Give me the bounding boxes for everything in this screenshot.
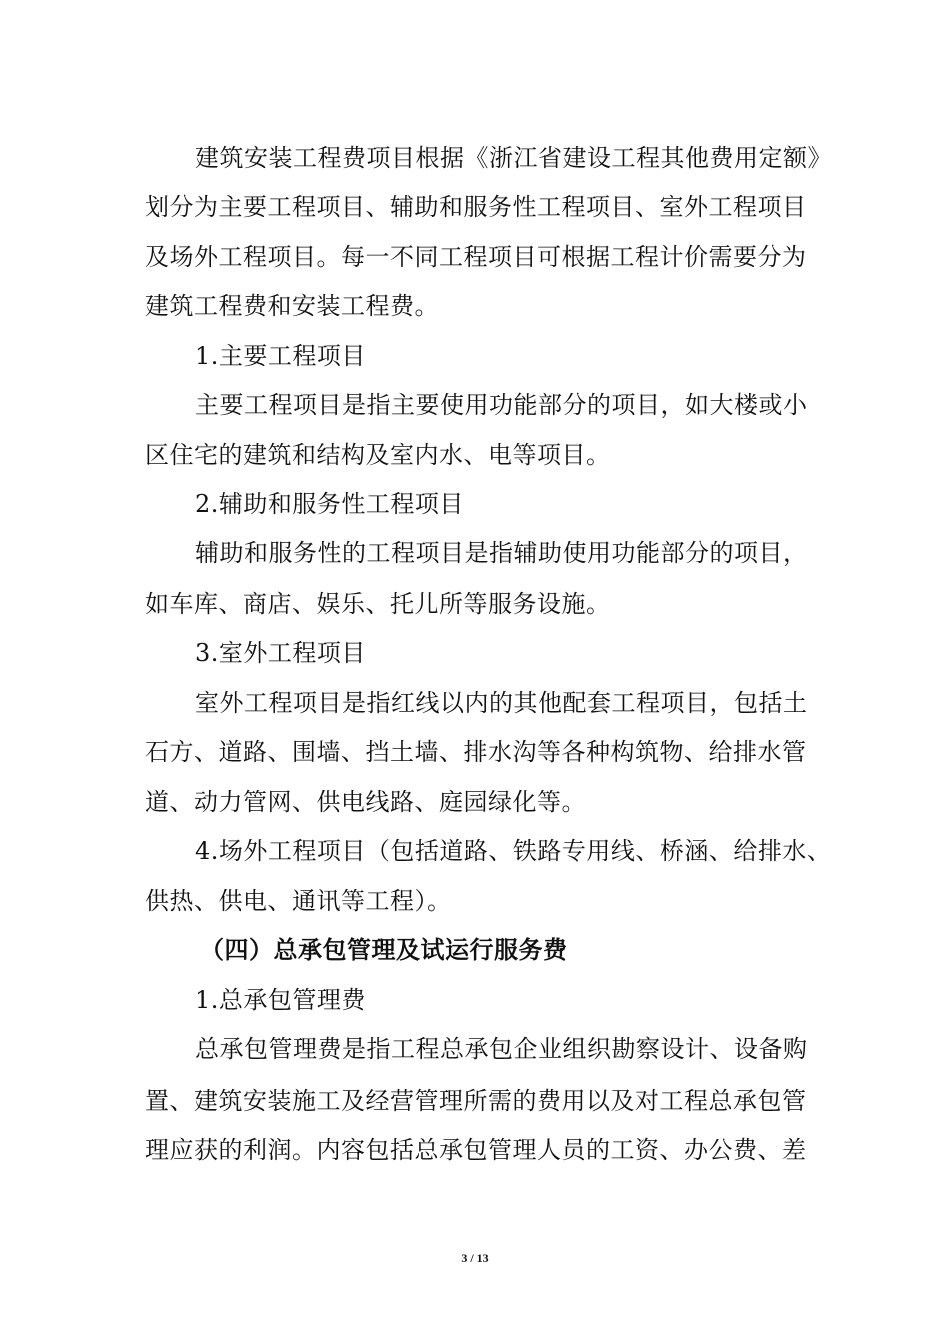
page-number: 3 / 13 xyxy=(461,1251,489,1265)
paragraph-line: 建筑安装工程费项目根据《浙江省建设工程其他费用定额》 xyxy=(195,144,832,172)
paragraph-line: 辅助和服务性的工程项目是指辅助使用功能部分的项目， xyxy=(195,539,808,567)
paragraph-line: 室外工程项目是指红线以内的其他配套工程项目，包括土 xyxy=(195,689,808,717)
paragraph-line: 如车库、商店、娱乐、托儿所等服务设施。 xyxy=(145,590,611,618)
paragraph-line: 划分为主要工程项目、辅助和服务性工程项目、室外工程项目 xyxy=(145,193,807,221)
section-heading: 2.辅助和服务性工程项目 xyxy=(195,490,464,518)
paragraph-line: 及场外工程项目。每一不同工程项目可根据工程计价需要分为 xyxy=(145,243,807,271)
paragraph-line: 供热、供电、通讯等工程）。 xyxy=(145,887,452,915)
paragraph-line: 主要工程项目是指主要使用功能部分的项目，如大楼或小 xyxy=(195,391,808,419)
section-heading: 3.室外工程项目 xyxy=(195,639,366,667)
section-heading: 1.总承包管理费 xyxy=(195,986,366,1014)
paragraph-line: 道、动力管网、供电线路、庭园绿化等。 xyxy=(145,788,586,816)
section-heading: 4.场外工程项目（包括道路、铁路专用线、桥涵、给排水、 xyxy=(195,837,832,865)
paragraph-line: 区住宅的建筑和结构及室内水、电等项目。 xyxy=(145,441,611,469)
paragraph-line: 总承包管理费是指工程总承包企业组织勘察设计、设备购 xyxy=(195,1035,808,1063)
paragraph-line: 理应获的利润。内容包括总承包管理人员的工资、办公费、差 xyxy=(145,1136,807,1164)
paragraph-line: 建筑工程费和安装工程费。 xyxy=(145,292,439,320)
paragraph-line: 置、建筑安装施工及经营管理所需的费用以及对工程总承包管 xyxy=(145,1087,807,1115)
section-heading: 1.主要工程项目 xyxy=(195,342,366,370)
paragraph-line: 石方、道路、围墙、挡土墙、排水沟等各种构筑物、给排水管 xyxy=(145,738,807,766)
chapter-heading: （四）总承包管理及试运行服务费 xyxy=(200,936,568,964)
